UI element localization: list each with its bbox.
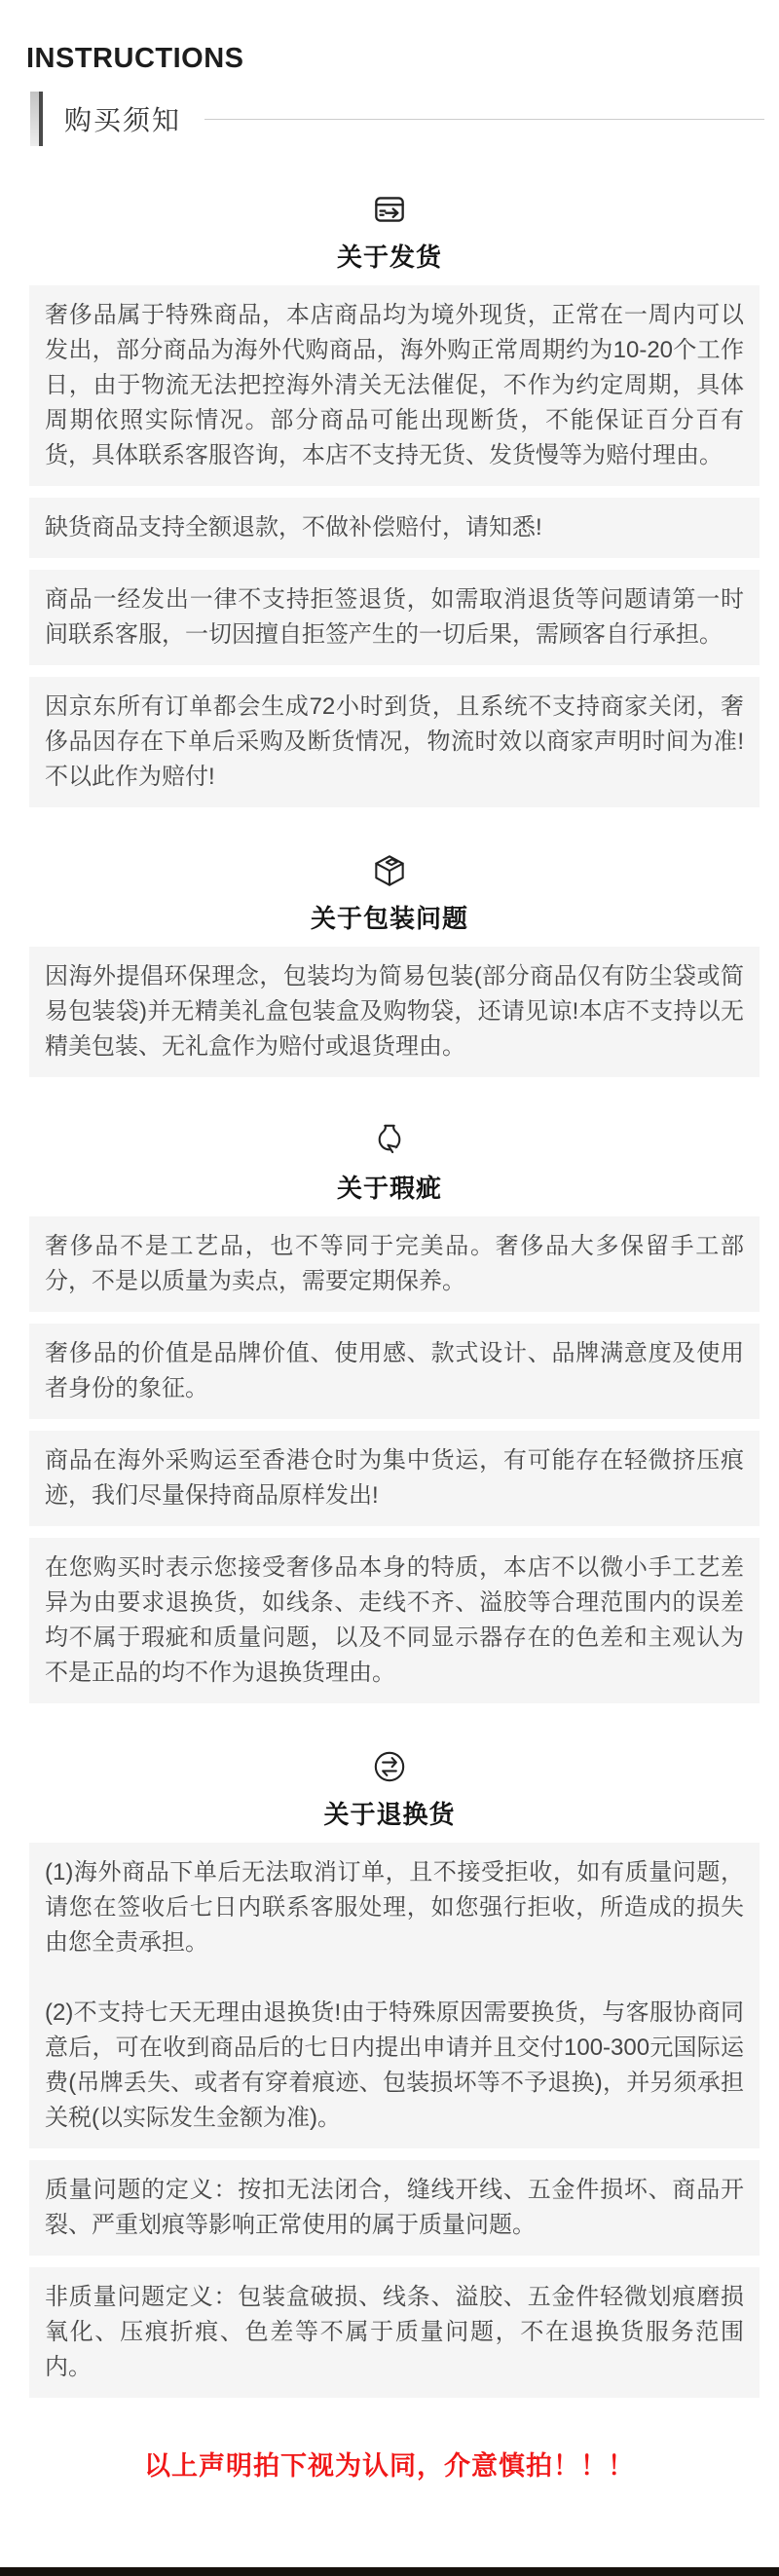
heading-accent-bar — [30, 92, 43, 146]
section-title-shipping: 关于发货 — [336, 243, 442, 272]
page-title: 购买须知 — [64, 105, 182, 135]
policy-paragraph: 奢侈品属于特殊商品，本店商品均为境外现货，正常在一周内可以发出，部分商品为海外代购商品，海外购正常周期约为10-20个工作日，由于物流无法把控海外清关无法催促，不作为约定周期，具体周期依照实际情况。部分商品可能出现断货，不能保证百分百有货，具体联系客服咨询，本店不支持无货、发货慢等为赔付理由。 — [45, 302, 744, 468]
policy-block — [29, 1324, 760, 1419]
section-blocks — [0, 285, 779, 807]
policy-paragraph: 奢侈品的价值是品牌价值、使用感、款式设计、品牌满意度及使用者身份的象征。 — [45, 1340, 744, 1401]
section-title-flaws: 关于瑕疵 — [336, 1174, 442, 1203]
policy-paragraph: 因海外提倡环保理念，包装均为简易包装(部分商品仅有防尘袋或简易包装袋)并无精美礼盒包装盒及购物袋，还请见谅!本店不支持以无精美包装、无礼盒作为赔付或退货理由。 — [45, 963, 744, 1060]
red-disclaimer-text: 以上声明拍下视为认同，介意慎拍！！！ — [144, 2451, 635, 2481]
policy-paragraph: 奢侈品不是工艺品，也不等同于完美品。奢侈品大多保留手工部分，不是以质量为卖点，需要定期保养。 — [45, 1233, 744, 1294]
section-blocks — [0, 1843, 779, 2398]
policy-block — [29, 677, 760, 807]
policy-paragraph: 在您购买时表示您接受奢侈品本身的特质，本店不以微小手工艺差异为由要求退换货，如线条、走线不齐、溢胶等合理范围内的误差均不属于瑕疵和质量问题，以及不同显示器存在的色差和主观认为不是正品的均不作为退换货理由。 — [45, 1554, 744, 1686]
cracked-vase-icon — [0, 1120, 779, 1161]
bottom-black-bar — [0, 2567, 779, 2576]
policy-block — [29, 947, 760, 1077]
policy-block — [29, 1843, 760, 2148]
policy-paragraph: 商品一经发出一律不支持拒签退货，如需取消退货等问题请第一时间联系客服，一切因擅自拒签产生的一切后果，需顾客自行承担。 — [45, 586, 744, 648]
policy-paragraph: 非质量问题定义：包装盒破损、线条、溢胶、五金件轻微划痕磨损氧化、压痕折痕、色差等不属于质量问题，不在退换货服务范围内。 — [45, 2284, 744, 2380]
heading-divider-line — [204, 119, 764, 120]
policy-block — [29, 2160, 760, 2256]
policy-block — [29, 1216, 760, 1312]
page-heading-row — [30, 92, 764, 146]
policy-block — [29, 1431, 760, 1526]
policy-block — [29, 285, 760, 486]
instructions-eyebrow: INSTRUCTIONS — [26, 43, 244, 74]
policy-paragraph: 缺货商品支持全额退款，不做补偿赔付，请知悉! — [45, 514, 542, 541]
policy-block — [29, 498, 760, 558]
package-cube-icon — [0, 850, 779, 891]
section-blocks — [0, 947, 779, 1077]
policy-block — [29, 570, 760, 665]
section-returns — [0, 1746, 779, 2398]
section-blocks — [0, 1216, 779, 1703]
section-title-packaging: 关于包装问题 — [310, 904, 468, 933]
exchange-arrows-icon — [0, 1746, 779, 1787]
shipping-box-icon — [0, 189, 779, 230]
policy-paragraph: (2)不支持七天无理由退换货!由于特殊原因需要换货，与客服协商同意后，可在收到商品后的七日内提出申请并且交付100-300元国际运费(吊牌丢失、或者有穿着痕迹、包装损坏等不予退换)，并另须承担关税(以实际发生金额为准)。 — [45, 1999, 744, 2131]
policy-block — [29, 1538, 760, 1703]
policy-paragraph: 商品在海外采购运至香港仓时为集中货运，有可能存在轻微挤压痕迹，我们尽量保持商品原样发出! — [45, 1447, 744, 1509]
section-packaging — [0, 850, 779, 1077]
policy-paragraph: (1)海外商品下单后无法取消订单，且不接受拒收，如有质量问题，请您在签收后七日内联系客服处理，如您强行拒收，所造成的损失由您全责承担。 — [45, 1859, 744, 1956]
policy-block — [29, 2267, 760, 2398]
policy-paragraph: 质量问题的定义：按扣无法闭合，缝线开线、五金件损坏、商品开裂、严重划痕等影响正常使用的属于质量问题。 — [45, 2177, 744, 2238]
section-flaws — [0, 1120, 779, 1703]
section-shipping — [0, 189, 779, 807]
section-title-returns: 关于退换货 — [323, 1800, 456, 1829]
policy-paragraph: 因京东所有订单都会生成72小时到货，且系统不支持商家关闭，奢侈品因存在下单后采购及断货情况，物流时效以商家声明时间为准!不以此作为赔付! — [45, 693, 744, 790]
